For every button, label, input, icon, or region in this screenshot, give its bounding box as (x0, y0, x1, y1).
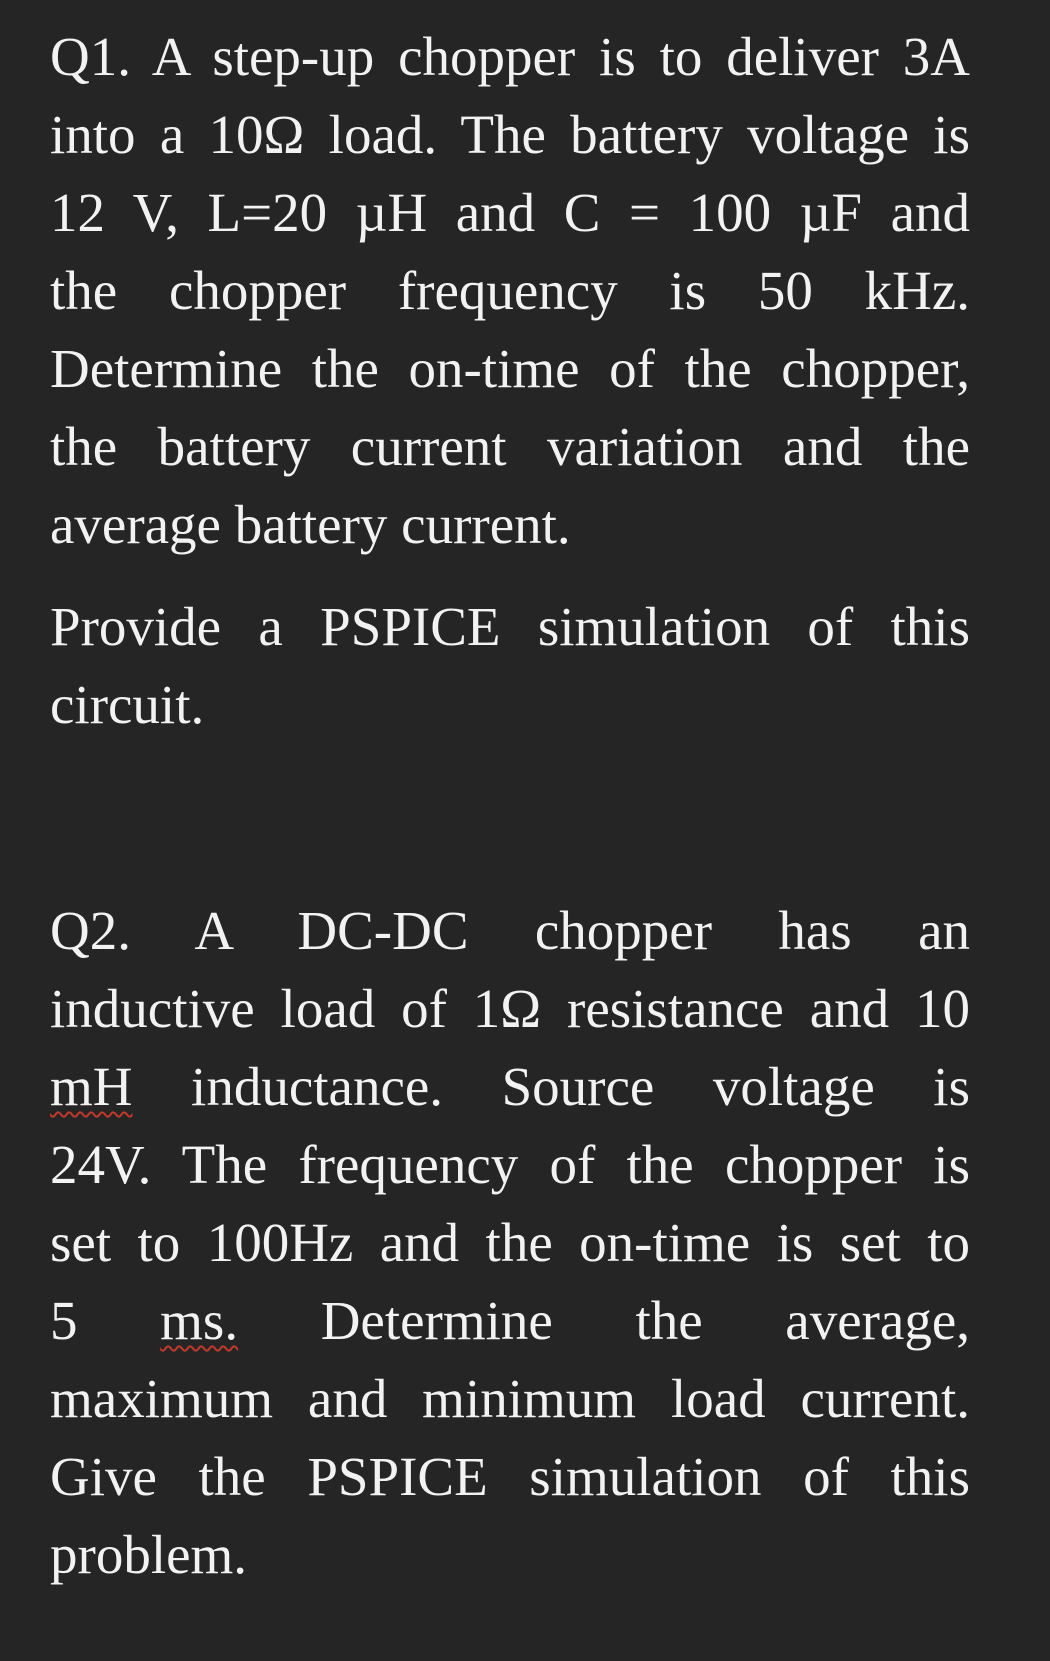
q2-line-3 (50, 1048, 970, 1126)
q2-line-2: inductive load of 1Ω resistance and 10 (50, 978, 970, 1039)
question-1-pspice (50, 588, 970, 744)
q2-line-9: problem. (50, 1524, 248, 1585)
q2-line-3-rest: inductance. Source voltage is (132, 1056, 970, 1117)
q2-line-5: set to 100Hz and the on-time is set to (50, 1212, 970, 1273)
q1-line-1: Q1. A step-up chopper is to deliver 3A (50, 26, 970, 87)
q2-line-4: 24V. The frequency of the chopper is (50, 1134, 970, 1195)
q2-line-6-b: Determine the average, (238, 1290, 970, 1351)
q2-line-6-a: 5 (50, 1290, 161, 1351)
q2-line-7: maximum and minimum load current. (50, 1368, 970, 1429)
q1-line-3: 12 V, L=20 µH and C = 100 µF and (50, 182, 970, 243)
q1-pspice-line-2: circuit. (50, 674, 205, 735)
q1-pspice-line-1: Provide a PSPICE simulation of this (50, 596, 970, 657)
q1-line-6: the battery current variation and the (50, 416, 970, 477)
q2-line-1: Q2. A DC-DC chopper has an (50, 900, 970, 961)
q1-line-2: into a 10Ω load. The battery voltage is (50, 104, 970, 165)
document-body (50, 18, 970, 1594)
spellcheck-word-mh[interactable]: mH (50, 1056, 133, 1117)
q1-line-4: the chopper frequency is 50 kHz. (50, 260, 970, 321)
q1-line-5: Determine the on-time of the chopper, (50, 338, 970, 399)
q2-line-8: Give the PSPICE simulation of this (50, 1446, 970, 1507)
question-2 (50, 892, 970, 1594)
q1-line-7: average battery current. (50, 494, 571, 555)
question-1 (50, 18, 970, 564)
q2-line-6 (50, 1282, 970, 1360)
spellcheck-word-ms[interactable]: ms. (160, 1290, 239, 1351)
